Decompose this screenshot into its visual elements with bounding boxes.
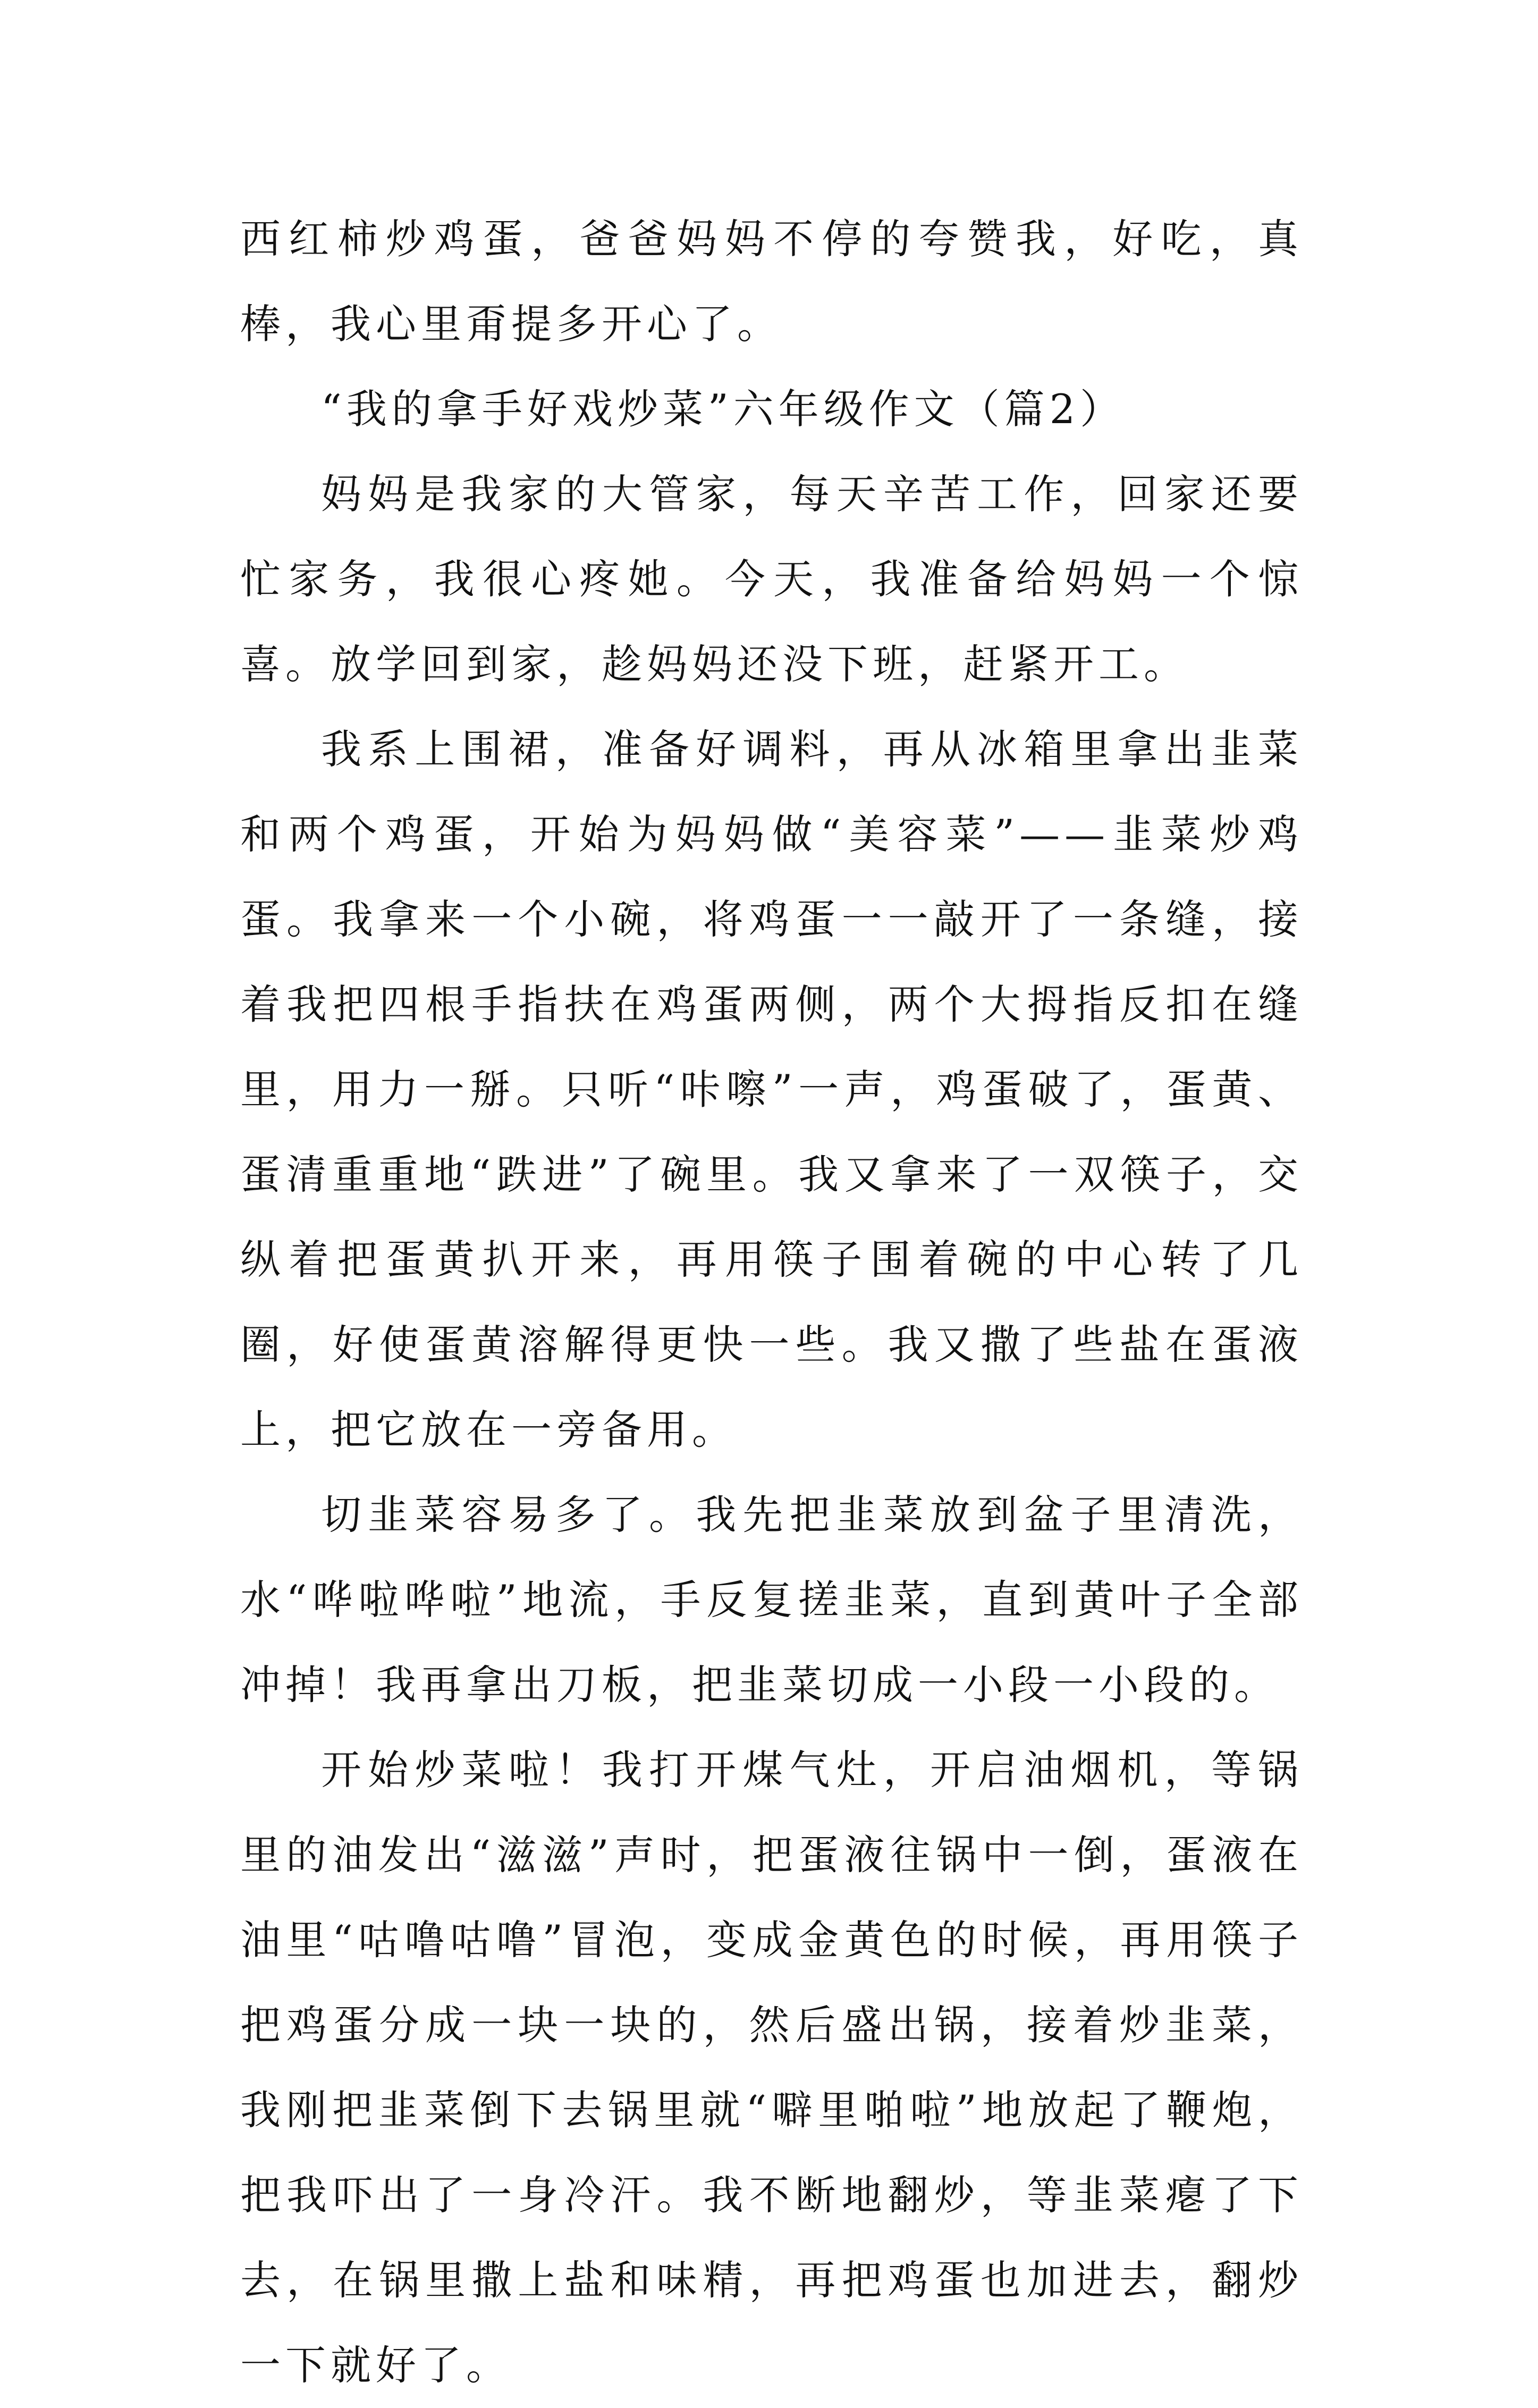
paragraph-3: 切韭菜容易多了。我先把韭菜放到盆子里清洗，水“哗啦哗啦”地流，手反复搓韭菜，直到黄叶子全部冲掉！我再拿出刀板，把韭菜切成一小段一小段的。: [240, 1491, 1303, 1708]
paragraph-continuation: 西红柿炒鸡蛋，爸爸妈妈不停的夸赞我，好吃，真棒，我心里甭提多开心了。: [240, 215, 1303, 348]
paragraph-1: 妈妈是我家的大管家，每天辛苦工作，回家还要忙家务，我很心疼她。今天，我准备给妈妈一个惊喜。放学回到家，趁妈妈还没下班，赶紧开工。: [240, 470, 1303, 688]
essay-heading: “我的拿手好戏炒菜”六年级作文（篇2）: [321, 385, 1126, 433]
paragraph-2: 我系上围裙，准备好调料，再从冰箱里拿出韭菜和两个鸡蛋，开始为妈妈做“美容菜”——韭菜炒鸡蛋。我拿来一个小碗，将鸡蛋一一敲开了一条缝，接着我把四根手指扶在鸡蛋两侧，两个大拇指反扣在缝里，用力一掰。只听“咔嚓”一声，鸡蛋破了，蛋黄、蛋清重重地“跌进”了碗里。我又拿来了一双筷子，交纵着把蛋黄扒开来，再用筷子围着碗的中心转了几圈，好使蛋黄溶解得更快一些。我又撒了些盐在蛋液上，把它放在一旁备用。: [240, 726, 1303, 1453]
paragraph-4: 开始炒菜啦！我打开煤气灶，开启油烟机，等锅里的油发出“滋滋”声时，把蛋液往锅中一倒，蛋液在油里“咕噜咕噜”冒泡，变成金黄色的时候，再用筷子把鸡蛋分成一块一块的，然后盛出锅，接着炒韭菜，我刚把韭菜倒下去锅里就“噼里啪啦”地放起了鞭炮，把我吓出了一身冷汗。我不断地翻炒，等韭菜瘪了下去，在锅里撒上盐和味精，再把鸡蛋也加进去，翻炒一下就好了。: [240, 1746, 1303, 2389]
essay-text: [240, 197, 1303, 2408]
